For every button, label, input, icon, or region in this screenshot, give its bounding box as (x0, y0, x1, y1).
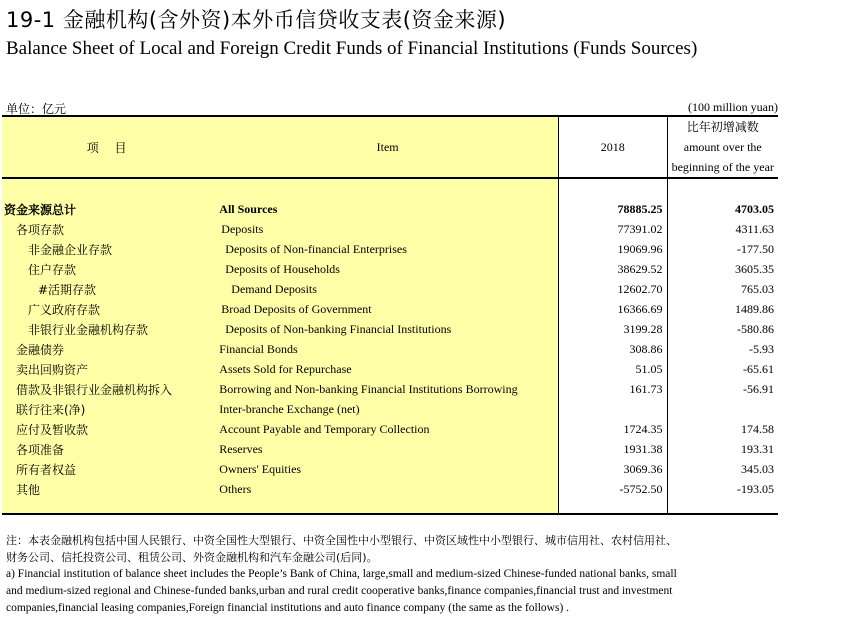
value-2018: 308.86 (558, 339, 667, 359)
row-label-chinese: 借款及非银行业金融机构拆入 (2, 379, 217, 399)
row-label-chinese: 联行往来(净) (2, 399, 217, 419)
row-label-english: Account Payable and Temporary Collection (217, 419, 558, 439)
note-english-line1: a) Financial institution of balance sheet includes the People’s Bank of China, large,small and medium-sized Chinese-funded national banks, small (6, 568, 677, 580)
row-label-chinese: 非银行业金融机构存款 (2, 319, 217, 339)
row-label-chinese: 所有者权益 (2, 459, 217, 479)
value-change: 345.03 (667, 459, 778, 479)
header-year-2018: 2018 (558, 116, 667, 178)
value-change: 1489.86 (667, 299, 778, 319)
row-label-english: Inter-branche Exchange (net) (217, 399, 558, 419)
header-change-line3: beginning of the year (671, 160, 774, 174)
row-label-english: Financial Bonds (217, 339, 558, 359)
table-row (2, 459, 778, 479)
row-label-chinese: 资金来源总计 (2, 199, 217, 219)
table-row (2, 219, 778, 239)
row-label-english: Deposits (217, 219, 558, 239)
table-row (2, 399, 778, 419)
row-label-english: Deposits of Households (217, 259, 558, 279)
value-2018: 12602.70 (558, 279, 667, 299)
row-label-chinese: 广义政府存款 (2, 299, 217, 319)
row-label-english: Assets Sold for Repurchase (217, 359, 558, 379)
closing-row (2, 499, 778, 514)
header-item-english: Item (217, 116, 558, 178)
value-2018: 78885.25 (558, 199, 667, 219)
table-row (2, 419, 778, 439)
table-row (2, 339, 778, 359)
row-label-chinese: 卖出回购资产 (2, 359, 217, 379)
value-change: -193.05 (667, 479, 778, 499)
table-row (2, 239, 778, 259)
value-change: 4703.05 (667, 199, 778, 219)
note-english-line2: and medium-sized regional and Chinese-funded banks,urban and rural credit cooperative banks,finance companies,financial trust and investment (6, 585, 673, 597)
value-2018: 1724.35 (558, 419, 667, 439)
row-label-chinese: #活期存款 (2, 279, 217, 299)
row-label-english: Borrowing and Non-banking Financial Institutions Borrowing (217, 379, 558, 399)
row-label-english: Deposits of Non-financial Enterprises (217, 239, 558, 259)
row-label-english: Demand Deposits (217, 279, 558, 299)
value-change: -177.50 (667, 239, 778, 259)
value-change: -56.91 (667, 379, 778, 399)
table-row (2, 319, 778, 339)
value-2018: 3199.28 (558, 319, 667, 339)
value-change: -5.93 (667, 339, 778, 359)
value-change: 3605.35 (667, 259, 778, 279)
table-row (2, 359, 778, 379)
table-row (2, 299, 778, 319)
value-change: 193.31 (667, 439, 778, 459)
value-2018: 38629.52 (558, 259, 667, 279)
row-label-english: Others (217, 479, 558, 499)
note-chinese-line1: 注：本表金融机构包括中国人民银行、中资全国性大型银行、中资全国性中小型银行、中资区域性中小型银行、城市信用社、农村信用社、 (6, 534, 677, 547)
title-english: Balance Sheet of Local and Foreign Credit Funds of Financial Institutions (Funds Sources) (6, 38, 698, 59)
unit-label-chinese: 单位：亿元 (6, 102, 67, 116)
balance-sheet-table (2, 115, 778, 515)
value-2018: 1931.38 (558, 439, 667, 459)
note-english-line3: companies,financial leasing companies,Foreign financial institutions and auto finance company (the same as the follows) . (6, 602, 570, 614)
value-change: 4311.63 (667, 219, 778, 239)
note-chinese-line2: 财务公司、信托投资公司、租赁公司、外资金融机构和汽车金融公司(后同)。 (6, 551, 378, 564)
table-row (2, 199, 778, 219)
header-change-line1: 比年初增减数 (686, 120, 759, 134)
table-row (2, 259, 778, 279)
row-label-english: Broad Deposits of Government (217, 299, 558, 319)
row-label-english: Reserves (217, 439, 558, 459)
header-change (667, 116, 778, 178)
row-label-chinese: 住户存款 (2, 259, 217, 279)
table-row (2, 479, 778, 499)
row-label-chinese: 金融债券 (2, 339, 217, 359)
value-2018: 51.05 (558, 359, 667, 379)
row-label-chinese: 非金融企业存款 (2, 239, 217, 259)
title-chinese: 19-1 金融机构(含外资)本外币信贷收支表(资金来源) (6, 8, 507, 32)
row-label-chinese: 其他 (2, 479, 217, 499)
row-label-english: All Sources (217, 199, 558, 219)
row-label-english: Owners' Equities (217, 459, 558, 479)
value-change: -65.61 (667, 359, 778, 379)
table-row (2, 379, 778, 399)
value-2018 (558, 399, 667, 419)
header-change-line2: amount over the (683, 140, 762, 154)
header-item-chinese: 项 目 (2, 116, 217, 178)
value-change (667, 399, 778, 419)
row-label-chinese: 各项存款 (2, 219, 217, 239)
row-label-chinese: 各项准备 (2, 439, 217, 459)
row-label-chinese: 应付及暂收款 (2, 419, 217, 439)
table-header-row (2, 116, 778, 178)
value-2018: 161.73 (558, 379, 667, 399)
table-body (2, 199, 778, 499)
value-2018: 16366.69 (558, 299, 667, 319)
unit-label-english: (100 million yuan) (688, 100, 778, 114)
row-label-english: Deposits of Non-banking Financial Institutions (217, 319, 558, 339)
value-change: -580.86 (667, 319, 778, 339)
value-2018: -5752.50 (558, 479, 667, 499)
spacer-row (2, 178, 778, 199)
value-2018: 3069.36 (558, 459, 667, 479)
table-row (2, 439, 778, 459)
value-change: 765.03 (667, 279, 778, 299)
footnotes (6, 532, 846, 617)
value-2018: 77391.02 (558, 219, 667, 239)
value-2018: 19069.96 (558, 239, 667, 259)
value-change: 174.58 (667, 419, 778, 439)
table-row (2, 279, 778, 299)
